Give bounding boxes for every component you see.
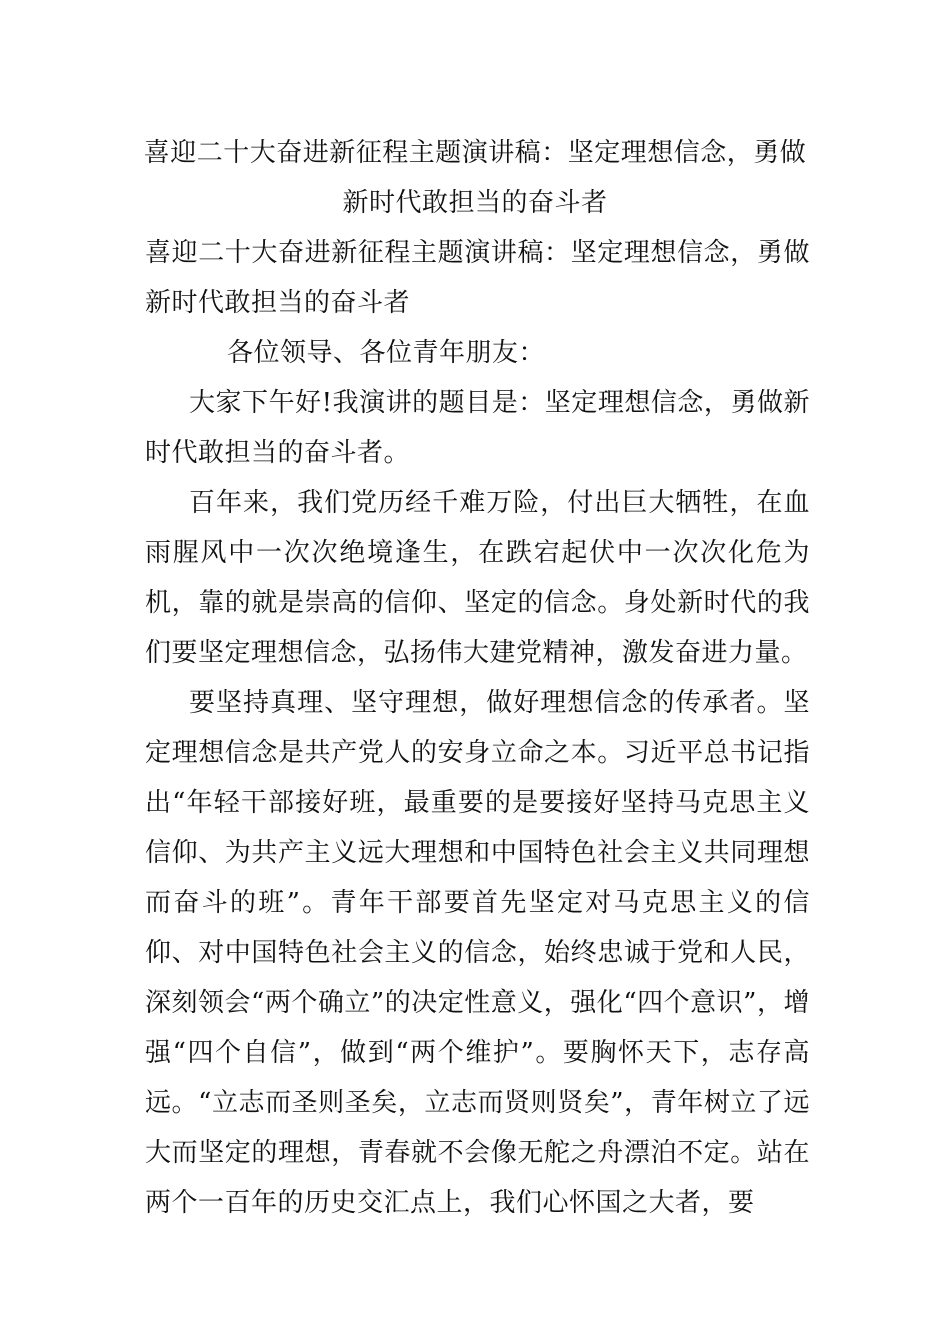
body-paragraph: 大家下午好!我演讲的题目是：坚定理想信念，勇做新时代敢担当的奋斗者。 [145, 388, 810, 468]
title-line-2: 新时代敢担当的奋斗者 [342, 188, 608, 218]
greeting-paragraph: 各位领导、各位青年朋友： [227, 338, 546, 368]
document-title [130, 128, 820, 228]
document-body [145, 228, 810, 1228]
subtitle-paragraph: 喜迎二十大奋进新征程主题演讲稿：坚定理想信念，勇做新时代敢担当的奋斗者 [145, 238, 810, 318]
body-paragraph: 要坚持真理、坚守理想，做好理想信念的传承者。坚定理想信念是共产党人的安身立命之本。习近平总书记指出“年轻干部接好班，最重要的是要接好坚持马克思主义信仰、为共产主义远大理想和中国特色社会主义共同理想而奋斗的班”。青年干部要首先坚定对马克思主义的信仰、对中国特色社会主义的信念，始终忠诚于党和人民，深刻领会“两个确立”的决定性意义，强化“四个意识”，增强“四个自信”，做到“两个维护”。要胸怀天下，志存高远。“立志而圣则圣矣，立志而贤则贤矣”，青年树立了远大而坚定的理想，青春就不会像无舵之舟漂泊不定。站在两个一百年的历史交汇点上，我们心怀国之大者，要 [145, 688, 810, 1218]
title-line-1: 喜迎二十大奋进新征程主题演讲稿：坚定理想信念，勇做 [143, 138, 807, 168]
body-paragraph: 百年来，我们党历经千难万险，付出巨大牺牲，在血雨腥风中一次次绝境逢生，在跌宕起伏中一次次化危为机，靠的就是崇高的信仰、坚定的信念。身处新时代的我们要坚定理想信念，弘扬伟大建党精神，激发奋进力量。 [145, 488, 810, 668]
